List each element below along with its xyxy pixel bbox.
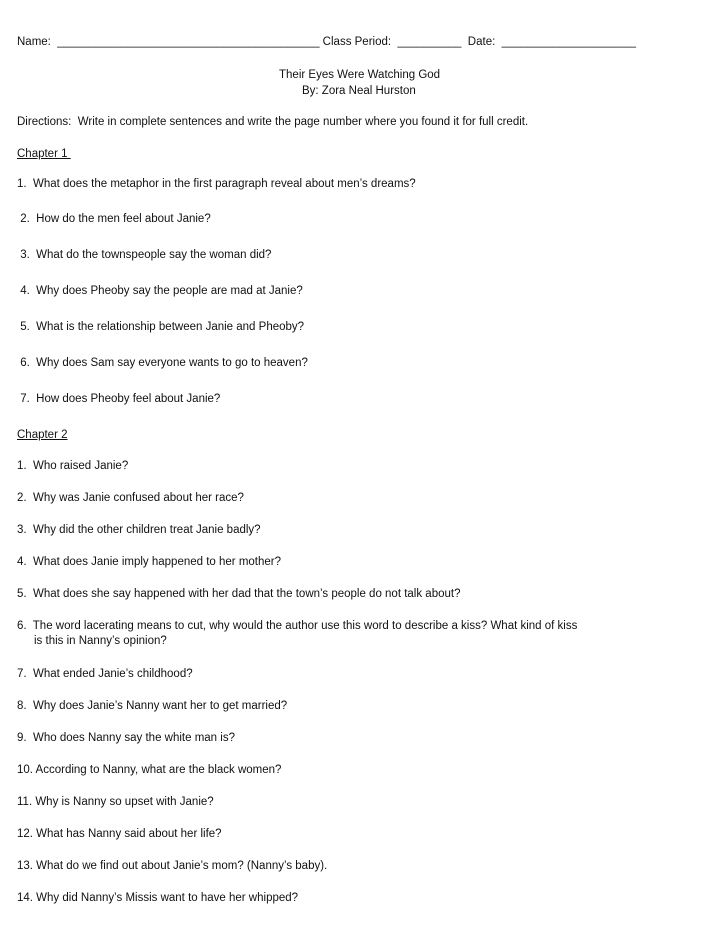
- chapter-2-question-14: 14. Why did Nanny’s Missis want to have her whipped?: [17, 892, 299, 904]
- chapter-2-question-5: 5. What does she say happened with her dad that the town’s people do not talk about?: [17, 588, 461, 600]
- chapter-2-question-9: 9. Who does Nanny say the white man is?: [17, 732, 235, 744]
- chapter-2-question-10: 10. According to Nanny, what are the black women?: [17, 764, 282, 776]
- chapter-2-heading: Chapter 2: [17, 429, 68, 441]
- chapter-1-question-7: 7. How does Pheoby feel about Janie?: [17, 393, 221, 405]
- document-author: By: Zora Neal Hurston: [302, 85, 416, 97]
- chapter-1-question-6: 6. Why does Sam say everyone wants to go to heaven?: [17, 357, 308, 369]
- chapter-1-question-4: 4. Why does Pheoby say the people are mad at Janie?: [17, 285, 303, 297]
- chapter-2-question-4: 4. What does Janie imply happened to her mother?: [17, 556, 282, 568]
- document-title: Their Eyes Were Watching God: [279, 69, 441, 81]
- chapter-2-question-2: 2. Why was Janie confused about her race?: [17, 492, 244, 504]
- chapter-2-question-13: 13. What do we find out about Janie’s mom? (Nanny’s baby).: [17, 860, 328, 872]
- chapter-1-question-2: 2. How do the men feel about Janie?: [17, 213, 211, 225]
- directions: Directions: Write in complete sentences and write the page number where you found it for full credit.: [17, 116, 529, 128]
- chapter-2-question-1: 1. Who raised Janie?: [17, 460, 129, 472]
- chapter-1-question-3: 3. What do the townspeople say the woman did?: [17, 249, 272, 261]
- chapter-1-heading: Chapter 1: [17, 148, 71, 160]
- chapter-2-question-6: 6. The word lacerating means to cut, why would the author use this word to describe a kiss? What kind of kiss: [17, 620, 578, 632]
- chapter-2-question-12: 12. What has Nanny said about her life?: [17, 828, 222, 840]
- chapter-2-question-3: 3. Why did the other children treat Janie badly?: [17, 524, 261, 536]
- chapter-1-question-1: 1. What does the metaphor in the first paragraph reveal about men’s dreams?: [17, 178, 416, 190]
- chapter-2-question-11: 11. Why is Nanny so upset with Janie?: [17, 796, 214, 808]
- chapter-1-question-5: 5. What is the relationship between Janie and Pheoby?: [17, 321, 305, 333]
- chapter-2-question-6-continued: is this in Nanny’s opinion?: [34, 635, 167, 647]
- chapter-2-question-7: 7. What ended Janie’s childhood?: [17, 668, 193, 680]
- chapter-2-question-8: 8. Why does Janie’s Nanny want her to get married?: [17, 700, 288, 712]
- name-period-date-header: Name: _________________________________________ Class Period: __________ Date: _____________________: [17, 36, 636, 48]
